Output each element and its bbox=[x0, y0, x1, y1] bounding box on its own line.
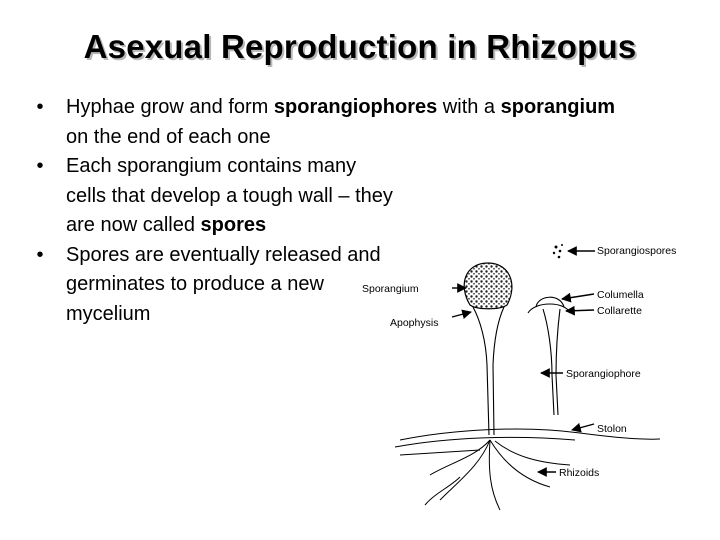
bullet-bold-term: spores bbox=[200, 214, 267, 236]
label-rhizoids: Rhizoids bbox=[559, 467, 600, 479]
bullet-bold-term: sporangiophores bbox=[273, 96, 438, 118]
label-collarette: Collarette bbox=[597, 305, 642, 317]
label-stolon: Stolon bbox=[597, 423, 627, 435]
label-apophysis: Apophysis bbox=[390, 317, 439, 329]
sporangium-icon bbox=[464, 263, 512, 309]
bullet-bold-term: sporangium bbox=[500, 96, 616, 118]
bullet-text: Each sporangium contains many cells that develop a tough wall – they are now called bbox=[66, 155, 393, 236]
sporangiophore-icon bbox=[473, 307, 504, 435]
label-sporangiophore: Sporangiophore bbox=[566, 368, 641, 380]
columella-icon bbox=[528, 297, 570, 415]
bullet-icon: • bbox=[36, 96, 44, 118]
label-columella: Columella bbox=[597, 289, 644, 301]
rhizopus-diagram bbox=[340, 225, 720, 525]
bullet-item-hyphae bbox=[30, 93, 630, 152]
label-sporangium: Sporangium bbox=[362, 283, 419, 295]
bullet-text: on the end of each one bbox=[66, 125, 271, 148]
bullet-text: Spores are eventually released and germinates to produce a new mycelium bbox=[66, 243, 381, 325]
slide-title: Asexual Reproduction in Rhizopus bbox=[83, 28, 637, 65]
bullet-text: Hyphae grow and form bbox=[66, 96, 274, 118]
rhizoids-icon bbox=[425, 440, 570, 510]
bullet-icon: • bbox=[36, 243, 44, 266]
bullet-text: with a bbox=[437, 96, 501, 118]
spores-icon bbox=[553, 244, 563, 258]
label-sporangiospores: Sporangiospores bbox=[597, 245, 677, 257]
bullet-icon: • bbox=[36, 155, 44, 177]
